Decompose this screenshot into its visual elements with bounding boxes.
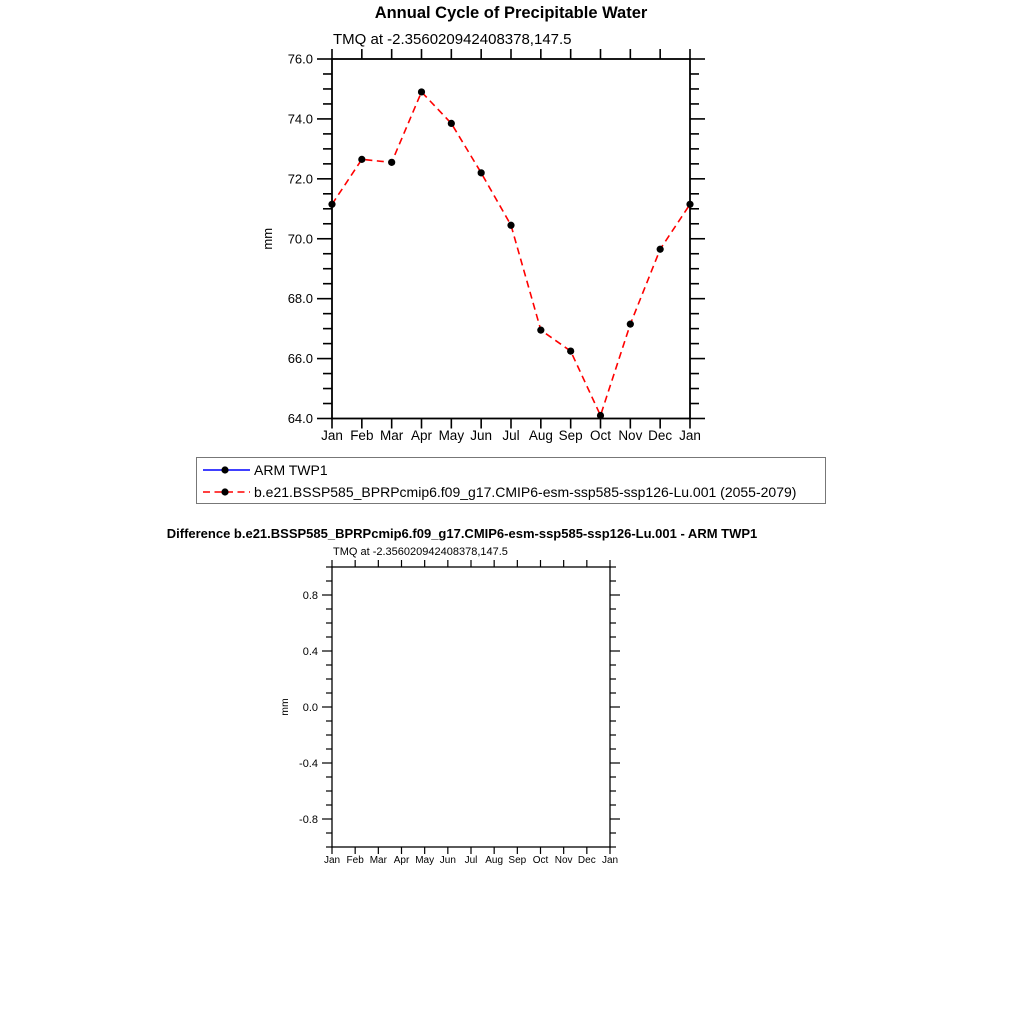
y-tick-label: -0.8: [299, 813, 318, 826]
x-month-label: Apr: [393, 855, 410, 866]
x-month-label: Dec: [648, 428, 673, 443]
x-month-label: Oct: [589, 428, 612, 443]
legend-label-arm-twp1: ARM TWP1: [254, 461, 328, 478]
top-chart-subtitle: TMQ at -2.356020942408378,147.5: [333, 31, 572, 48]
legend-marker-red-dashed-line-dot-icon: [200, 486, 252, 498]
legend-row-arm-twp1: [200, 459, 825, 481]
x-month-label: Feb: [350, 428, 374, 443]
data-point: [597, 412, 604, 419]
bottom-chart-plot: [250, 560, 650, 872]
x-month-label: Nov: [618, 428, 643, 443]
x-month-label: Aug: [528, 428, 553, 443]
x-month-label: Apr: [410, 428, 433, 443]
y-tick-label: 64.0: [287, 411, 313, 427]
y-axis-label: mm: [279, 698, 291, 716]
data-point: [627, 321, 634, 328]
legend-box: [196, 457, 826, 504]
y-tick-label: 76.0: [287, 51, 313, 67]
data-point: [418, 88, 425, 95]
data-point: [537, 327, 544, 334]
x-month-label: Jan: [679, 428, 701, 443]
data-line: [332, 92, 690, 416]
data-point: [328, 201, 335, 208]
x-month-label: Oct: [532, 855, 549, 866]
y-tick-label: -0.4: [299, 757, 318, 770]
plot-frame: [332, 567, 610, 847]
x-month-label: Feb: [346, 855, 364, 866]
y-tick-label: 0.8: [302, 589, 318, 602]
y-tick-label: 0.0: [302, 701, 318, 714]
y-tick-label: 68.0: [287, 291, 313, 307]
y-tick-label: 66.0: [287, 351, 313, 367]
x-month-label: Jul: [464, 855, 478, 866]
plot-frame: [332, 59, 690, 419]
x-month-label: May: [438, 428, 465, 443]
data-point: [567, 347, 574, 354]
y-tick-label: 74.0: [287, 111, 313, 127]
x-month-label: Jun: [439, 855, 456, 866]
data-point: [388, 159, 395, 166]
top-chart-plot: [250, 45, 730, 457]
x-month-label: Jan: [323, 855, 341, 866]
x-month-label: Nov: [554, 855, 573, 866]
y-tick-label: 0.4: [302, 645, 318, 658]
bottom-chart-subtitle: TMQ at -2.356020942408378,147.5: [333, 546, 508, 558]
data-point: [358, 156, 365, 163]
x-month-label: Jul: [502, 428, 520, 443]
data-point: [448, 120, 455, 127]
legend-label-model-run: b.e21.BSSP585_BPRPcmip6.f09_g17.CMIP6-esm-ssp585-ssp126-Lu.001 (2055-2079): [254, 483, 797, 500]
x-month-label: Jan: [321, 428, 343, 443]
x-month-label: Mar: [369, 855, 387, 866]
y-axis-label: mm: [260, 227, 275, 250]
bottom-chart-title: Difference b.e21.BSSP585_BPRPcmip6.f09_g17.CMIP6-esm-ssp585-ssp126-Lu.001 - ARM TWP1: [166, 526, 758, 541]
x-month-label: Jan: [601, 855, 619, 866]
x-month-label: Mar: [380, 428, 404, 443]
x-month-label: Dec: [577, 855, 596, 866]
x-month-label: Sep: [558, 428, 583, 443]
x-month-label: Sep: [508, 855, 527, 866]
x-month-label: Aug: [485, 855, 504, 866]
legend-marker-blue-solid-line-dot-icon: [200, 464, 252, 476]
data-point: [478, 169, 485, 176]
x-month-label: Jun: [470, 428, 493, 443]
x-month-label: May: [415, 855, 435, 866]
y-tick-label: 70.0: [287, 231, 313, 247]
data-point: [657, 246, 664, 253]
y-tick-label: 72.0: [287, 171, 313, 187]
data-point: [507, 222, 514, 229]
data-point: [686, 201, 693, 208]
legend-row-model-run: [200, 481, 825, 503]
top-chart-title: Annual Cycle of Precipitable Water: [374, 4, 648, 22]
